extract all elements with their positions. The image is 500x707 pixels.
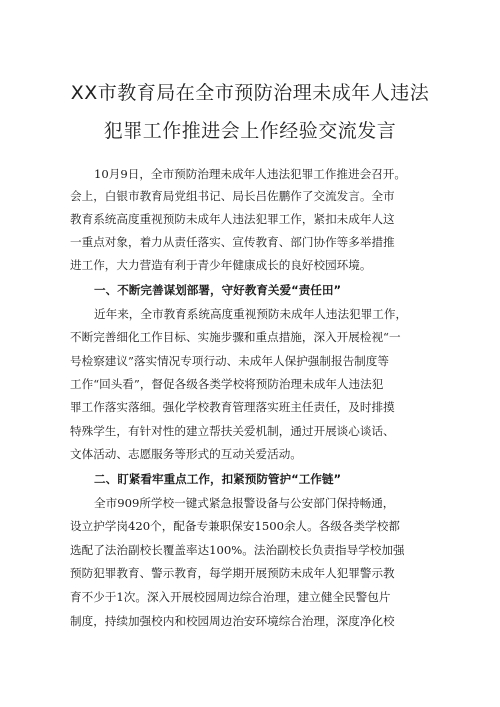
document-title-line-2: 犯罪工作推进会上作经验交流发言 <box>103 120 397 142</box>
paragraph-line: 育不少于1次。深入开展校园周边综合治理，建立健全民警包片 <box>70 590 391 604</box>
paragraph-line: 教育系统高度重视预防未成年人违法犯罪工作，紧扣未成年人这 <box>70 212 395 226</box>
paragraph-line: 不断完善细化工作目标、实施步骤和重点措施，深入开展检视“一 <box>70 330 401 344</box>
paragraph-line: 制度，持续加强校内和校园周边治安环境综合治理，深度净化校 <box>70 614 395 628</box>
paragraph-line: 特殊学生，有针对性的建立帮扶关爱机制，通过开展谈心谈话、 <box>70 424 395 438</box>
paragraph-line: 近年来，全市教育系统高度重视预防未成年人违法犯罪工作， <box>94 307 408 321</box>
paragraph-line: 会上，白银市教育局党组书记、局长吕佐鹏作了交流发言。全市 <box>70 189 395 203</box>
paragraph-line: 选配了法治副校长覆盖率达100%。法治副校长负责指导学校加强 <box>70 543 405 557</box>
section-heading: 一、不断完善谋划部署，守好教育关爱“责任田” <box>94 283 342 297</box>
paragraph-line: 文体活动、志愿服务等形式的互动关爱活动。 <box>70 447 302 461</box>
paragraph-line: 10月9日，全市预防治理未成年人违法犯罪工作推进会召开。 <box>94 167 406 181</box>
paragraph-line: 设立护学岗420个，配备专兼职保安1500余人。各级各类学校都 <box>70 519 400 533</box>
document-title-line-1: XX市教育局在全市预防治理未成年人违法 <box>70 82 430 104</box>
paragraph-line: 预防犯罪教育、警示教育，每学期开展预防未成年人犯罪警示教 <box>70 566 395 580</box>
paragraph-line: 罪工作落实落细。强化学校教育管理落实班主任责任，及时排摸 <box>70 400 395 414</box>
paragraph-line: 进工作，大力营造有利于青少年健康成长的良好校园环境。 <box>70 258 372 272</box>
paragraph-line: 号检察建议”落实情况专项行动、未成年人保护强制报告制度等 <box>70 354 389 368</box>
section-heading: 二、盯紧看牢重点工作，扣紧预防管护“工作链” <box>94 472 342 486</box>
paragraph-line: 工作“回头看”，督促各级各类学校将预防治理未成年人违法犯 <box>70 377 384 391</box>
paragraph-line: 全市909所学校一键式紧急报警设备与公安部门保持畅通， <box>94 496 395 510</box>
paragraph-line: 一重点对象，着力从责任落实、宣传教育、部门协作等多举措推 <box>70 235 395 249</box>
